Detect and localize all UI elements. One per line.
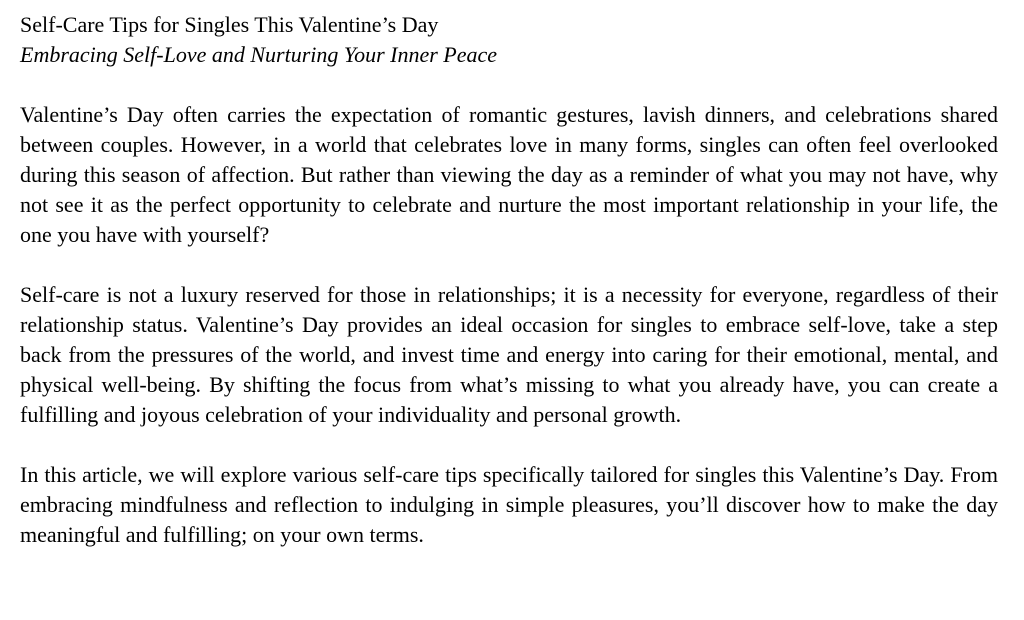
paragraph-intro: Valentine’s Day often carries the expectation of romantic gestures, lavish dinners, and celebrations shared between couples. However, in a world that celebrates love in many forms, singles can often feel overlooked during this season of affection. But rather than viewing the day as a reminder of what you may not have, why not see it as the perfect opportunity to celebrate and nurture the most important relationship in your life, the one you have with yourself? (20, 102, 998, 247)
paragraph-self-care: Self-care is not a luxury reserved for those in relationships; it is a necessity for everyone, regardless of their relationship status. Valentine’s Day provides an ideal occasion for singles to embrace self-love, take a step back from the pressures of the world, and invest time and energy into caring for their emotional, mental, and physical well-being. By shifting the focus from what’s missing to what you already have, you can create a fulfilling and joyous celebration of your individuality and personal growth. (20, 282, 998, 427)
paragraph-article-overview: In this article, we will explore various self-care tips specifically tailored for singles this Valentine’s Day. From embracing mindfulness and reflection to indulging in simple pleasures, you’ll discover how to make the day meaningful and fulfilling; on your own terms. (20, 462, 998, 547)
document-subtitle: Embracing Self-Love and Nurturing Your Inner Peace (20, 42, 498, 67)
document-title: Self-Care Tips for Singles This Valentine’s Day (20, 12, 439, 37)
